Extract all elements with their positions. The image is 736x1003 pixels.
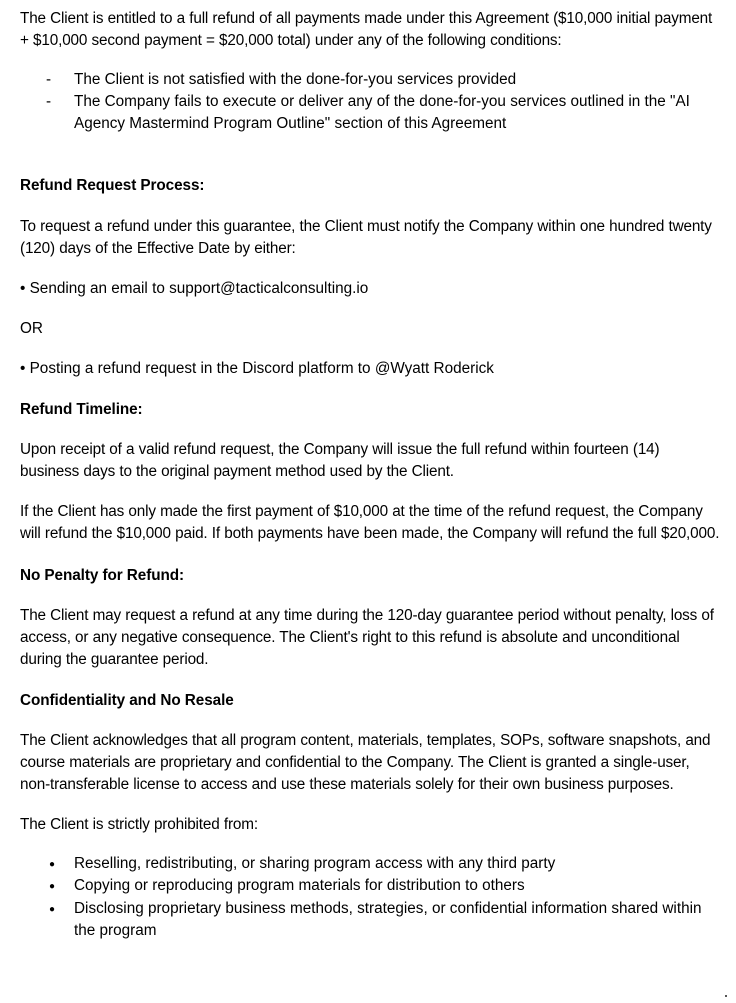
spacer <box>20 300 720 318</box>
spacer <box>20 260 720 278</box>
refund-timeline-paragraph-one: Upon receipt of a valid refund request, the Company will issue the full refund within fourteen (14) business days to the original payment method used by the Client. <box>20 441 660 481</box>
spacer <box>20 712 720 730</box>
spacer <box>20 135 720 175</box>
spacer <box>20 421 720 439</box>
list-item: - The Client is not satisfied with the done-for-you services provided <box>20 69 720 91</box>
refund-option-email: • Sending an email to support@tacticalconsulting.io <box>20 279 369 297</box>
spacer <box>20 380 720 399</box>
spacer <box>20 546 720 565</box>
list-item: ● Copying or reproducing program materials for distribution to others <box>20 875 720 897</box>
refund-options-separator: OR <box>20 319 43 337</box>
list-item: ● Reselling, redistributing, or sharing program access with any third party <box>20 853 720 875</box>
spacer <box>20 671 720 690</box>
no-penalty-paragraph: The Client may request a refund at any time during the 120-day guarantee period without penalty, loss of access, or any negative consequence. The Client's right to this refund is absolute and unconditional during the guarantee period. <box>20 606 714 668</box>
confidentiality-heading: Confidentiality and No Resale <box>20 691 234 709</box>
spacer <box>20 340 720 358</box>
intro-paragraph: The Client is entitled to a full refund of all payments made under this Agreement ($10,000 initial payment + $10,000 second payment = $20,000 total) under any of the following conditions: <box>20 10 713 50</box>
confidentiality-paragraph: The Client acknowledges that all program content, materials, templates, SOPs, software snapshots, and course materials are proprietary and confidential to the Company. The Client is granted a single-user, non-transferable license to access and use these materials solely for their own business purposes. <box>20 731 711 794</box>
refund-timeline-paragraph-two: If the Client has only made the first payment of $10,000 at the time of the refund request, the Company will refund the $10,000 paid. If both payments have been made, the Company will refund the full $20,000. <box>20 503 720 543</box>
refund-request-process-paragraph: To request a refund under this guarantee, the Client must notify the Company within one hundred twenty (120) days of the Effective Date by either: <box>20 217 712 257</box>
no-penalty-heading: No Penalty for Refund: <box>20 566 185 584</box>
spacer <box>20 198 720 216</box>
refund-option-discord: • Posting a refund request in the Discord platform to @Wyatt Roderick <box>20 359 494 377</box>
list-item: ● Disclosing proprietary business methods, strategies, or confidential information shared within the program <box>20 898 720 942</box>
refund-timeline-heading: Refund Timeline: <box>20 401 143 419</box>
refund-request-process-heading: Refund Request Process: <box>20 177 205 195</box>
spacer <box>20 587 720 605</box>
refund-conditions-list <box>20 69 720 135</box>
prohibited-lead-in: The Client is strictly prohibited from: <box>20 816 258 834</box>
page-corner-mark <box>725 995 727 997</box>
list-item: - The Company fails to execute or deliver any of the done-for-you services outlined in the "AI Agency Mastermind Program Outline" section of this Agreement <box>20 91 720 135</box>
prohibited-actions-list <box>20 853 720 941</box>
document-body <box>20 8 720 942</box>
